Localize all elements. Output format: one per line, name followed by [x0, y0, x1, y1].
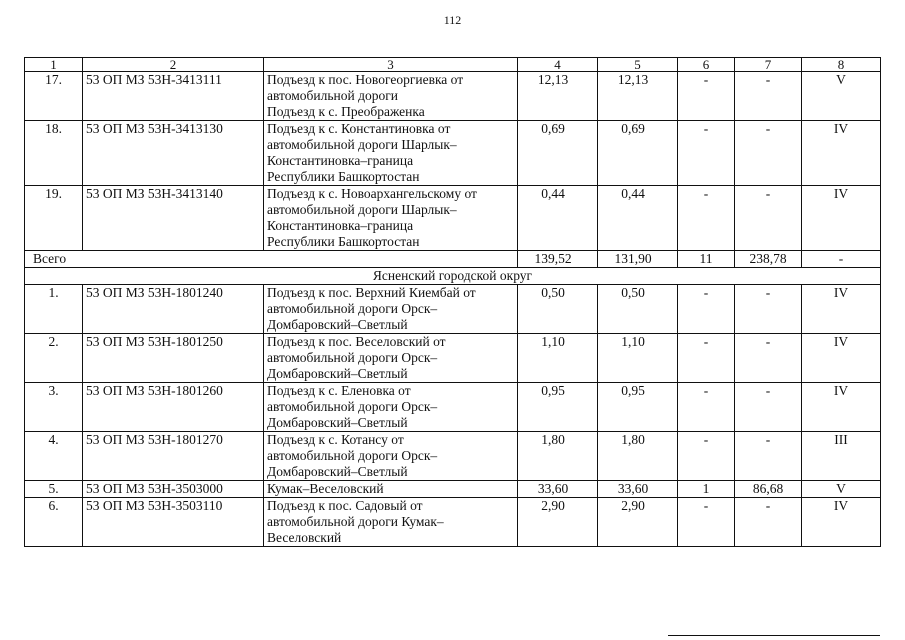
length-hard-surface: 0,69	[598, 121, 678, 186]
road-category: V	[802, 481, 881, 498]
length-total: 2,90	[518, 498, 598, 547]
road-name-line: автомобильной дороги Шарлык–	[267, 137, 457, 152]
table-row	[25, 186, 881, 251]
road-name-cell	[264, 481, 518, 498]
row-number: 18.	[25, 121, 83, 186]
length-total: 0,44	[518, 186, 598, 251]
total-length: 139,52	[518, 251, 598, 268]
road-name-line: Константиновка–граница	[267, 153, 414, 168]
row-number: 6.	[25, 498, 83, 547]
length-hard-surface: 1,10	[598, 334, 678, 383]
road-category: V	[802, 72, 881, 121]
bridges-length: -	[735, 383, 802, 432]
length-total: 12,13	[518, 72, 598, 121]
road-name-cell	[264, 432, 518, 481]
header-cell: 8	[802, 58, 881, 72]
road-name-line: Республики Башкортостан	[267, 234, 420, 249]
bridges-length: -	[735, 186, 802, 251]
bridges-count: -	[678, 121, 735, 186]
bridges-count: -	[678, 285, 735, 334]
road-code: 53 ОП МЗ 53Н-3503110	[83, 498, 264, 547]
length-total: 0,50	[518, 285, 598, 334]
road-category: IV	[802, 498, 881, 547]
roads-table	[24, 57, 881, 547]
road-name-line: автомобильной дороги Орск–	[267, 399, 438, 414]
road-name-line: Республики Башкортостан	[267, 169, 420, 184]
road-name-line: Подъезд к с. Преображенка	[267, 104, 425, 119]
length-total: 1,80	[518, 432, 598, 481]
total-category: -	[802, 251, 881, 268]
table-row	[25, 498, 881, 547]
length-total: 0,69	[518, 121, 598, 186]
header-cell: 3	[264, 58, 518, 72]
road-name-line: Подъезд к пос. Садовый от	[267, 498, 423, 513]
bridges-length: -	[735, 285, 802, 334]
header-cell: 2	[83, 58, 264, 72]
road-code: 53 ОП МЗ 53Н-1801250	[83, 334, 264, 383]
road-category: IV	[802, 186, 881, 251]
header-cell: 6	[678, 58, 735, 72]
length-hard-surface: 0,95	[598, 383, 678, 432]
bridges-count: -	[678, 334, 735, 383]
total-label: Всего	[25, 251, 518, 268]
road-category: IV	[802, 121, 881, 186]
bridges-count: -	[678, 432, 735, 481]
page-number: 112	[443, 13, 462, 27]
road-name-cell	[264, 498, 518, 547]
section-row	[25, 268, 881, 285]
row-number: 2.	[25, 334, 83, 383]
table-row	[25, 285, 881, 334]
bridges-length: -	[735, 121, 802, 186]
length-hard-surface: 12,13	[598, 72, 678, 121]
road-code: 53 ОП МЗ 53Н-3413140	[83, 186, 264, 251]
road-name-line: Подъезд к пос. Веселовский от	[267, 334, 446, 349]
road-name-line: автомобильной дороги Орск–	[267, 350, 438, 365]
road-name-line: Домбаровский–Светлый	[267, 464, 408, 479]
road-name-line: автомобильной дороги Шарлык–	[267, 202, 457, 217]
row-number: 5.	[25, 481, 83, 498]
row-number: 4.	[25, 432, 83, 481]
road-name-line: Домбаровский–Светлый	[267, 317, 408, 332]
header-cell: 7	[735, 58, 802, 72]
road-name-line: автомобильной дороги Орск–	[267, 448, 438, 463]
road-name-line: Веселовский	[267, 530, 342, 545]
section-title: Ясненский городской округ	[25, 268, 881, 285]
header-cell: 4	[518, 58, 598, 72]
table-row	[25, 121, 881, 186]
road-code: 53 ОП МЗ 53Н-3413130	[83, 121, 264, 186]
road-category: IV	[802, 334, 881, 383]
bridges-length: -	[735, 72, 802, 121]
bridges-count: -	[678, 498, 735, 547]
road-name-cell	[264, 186, 518, 251]
bridges-length: -	[735, 432, 802, 481]
length-hard-surface: 33,60	[598, 481, 678, 498]
length-hard-surface: 1,80	[598, 432, 678, 481]
road-code: 53 ОП МЗ 53Н-1801260	[83, 383, 264, 432]
road-code: 53 ОП МЗ 53Н-3503000	[83, 481, 264, 498]
road-category: IV	[802, 285, 881, 334]
length-total: 33,60	[518, 481, 598, 498]
header-cell: 1	[25, 58, 83, 72]
table-row	[25, 72, 881, 121]
table-row	[25, 334, 881, 383]
road-name-line: Домбаровский–Светлый	[267, 415, 408, 430]
header-cell: 5	[598, 58, 678, 72]
road-name-cell	[264, 285, 518, 334]
bridges-count: 1	[678, 481, 735, 498]
length-total: 1,10	[518, 334, 598, 383]
length-hard-surface: 2,90	[598, 498, 678, 547]
road-name-line: Подъезд к с. Константиновка от	[267, 121, 451, 136]
road-name-line: Кумак–Веселовский	[267, 481, 384, 496]
table-row	[25, 383, 881, 432]
table-row	[25, 481, 881, 498]
road-name-line: автомобильной дороги Кумак–	[267, 514, 444, 529]
bridges-count: -	[678, 72, 735, 121]
road-name-cell	[264, 334, 518, 383]
table-row	[25, 432, 881, 481]
road-code: 53 ОП МЗ 53Н-1801240	[83, 285, 264, 334]
road-name-line: Подъезд к с. Котансу от	[267, 432, 404, 447]
road-name-line: Подъезд к с. Еленовка от	[267, 383, 411, 398]
road-name-line: Константиновка–граница	[267, 218, 414, 233]
road-code: 53 ОП МЗ 53Н-1801270	[83, 432, 264, 481]
total-hard-surface: 131,90	[598, 251, 678, 268]
total-bridges-count: 11	[678, 251, 735, 268]
bridges-length: 86,68	[735, 481, 802, 498]
bridges-length: -	[735, 334, 802, 383]
row-number: 19.	[25, 186, 83, 251]
row-number: 3.	[25, 383, 83, 432]
road-code: 53 ОП МЗ 53Н-3413111	[83, 72, 264, 121]
road-name-line: Подъезд к с. Новоархангельскому от	[267, 186, 477, 201]
row-number: 17.	[25, 72, 83, 121]
road-name-line: Подъезд к пос. Верхний Киембай от	[267, 285, 476, 300]
bridges-count: -	[678, 186, 735, 251]
road-name-cell	[264, 383, 518, 432]
length-total: 0,95	[518, 383, 598, 432]
header-row	[25, 58, 881, 72]
road-name-cell	[264, 121, 518, 186]
total-row	[25, 251, 881, 268]
total-bridges-length: 238,78	[735, 251, 802, 268]
length-hard-surface: 0,44	[598, 186, 678, 251]
row-number: 1.	[25, 285, 83, 334]
bridges-count: -	[678, 383, 735, 432]
footer-rule	[668, 635, 880, 636]
road-name-line: Домбаровский–Светлый	[267, 366, 408, 381]
bridges-length: -	[735, 498, 802, 547]
road-name-line: автомобильной дороги	[267, 88, 398, 103]
road-category: III	[802, 432, 881, 481]
road-name-cell	[264, 72, 518, 121]
road-name-line: Подъезд к пос. Новогеоргиевка от	[267, 72, 464, 87]
road-category: IV	[802, 383, 881, 432]
road-name-line: автомобильной дороги Орск–	[267, 301, 438, 316]
length-hard-surface: 0,50	[598, 285, 678, 334]
